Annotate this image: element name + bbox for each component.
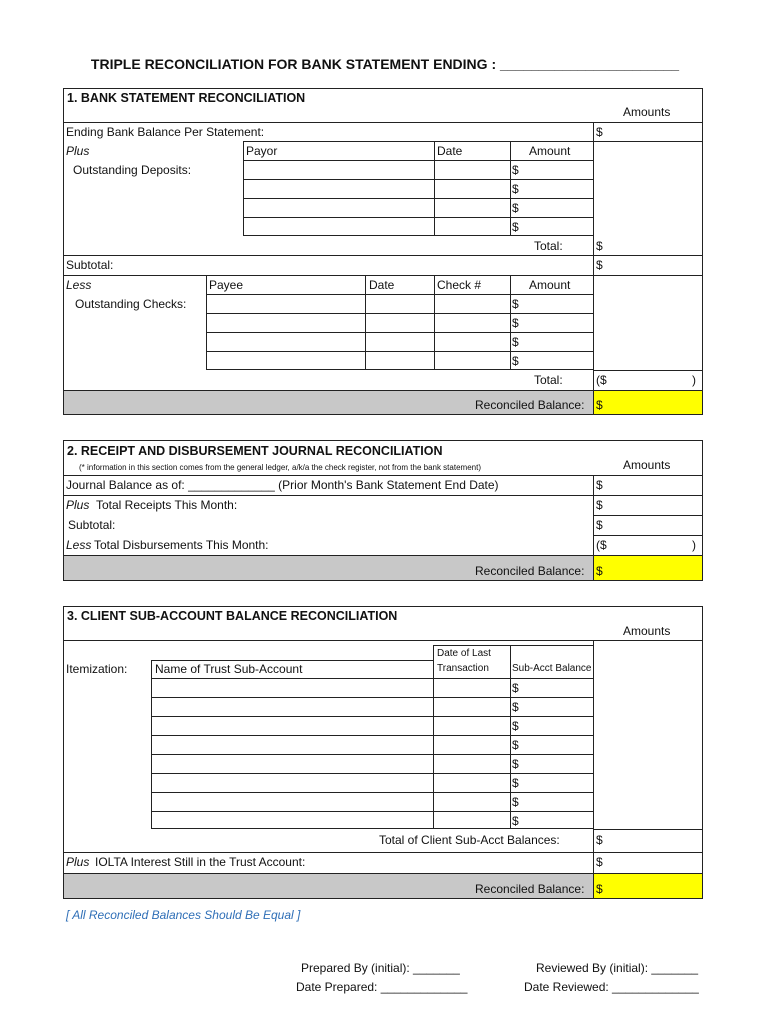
divider	[593, 829, 703, 830]
iolta-label: IOLTA Interest Still in the Trust Account:	[95, 855, 306, 869]
dollar-sign: $	[596, 478, 603, 492]
dollar-sign: $	[596, 518, 603, 532]
dollar-sign: $	[596, 398, 603, 412]
section2-title: 2. RECEIPT AND DISBURSEMENT JOURNAL RECONCILIATION	[67, 444, 443, 458]
reconciled-balance-cell[interactable]	[593, 391, 702, 414]
amounts-header: Amounts	[623, 624, 671, 638]
subaccount-balance-field[interactable]: $	[512, 700, 519, 714]
divider	[243, 217, 594, 218]
amounts-header: Amounts	[623, 105, 671, 119]
divider	[63, 640, 703, 641]
divider	[593, 535, 703, 536]
divider	[434, 141, 435, 236]
checks-total-label: Total:	[534, 373, 563, 387]
date-last-header-2: Transaction	[437, 663, 489, 674]
ending-balance-label: Ending Bank Balance Per Statement:	[66, 125, 265, 139]
subaccount-balance-field[interactable]: $	[512, 814, 519, 828]
divider	[206, 332, 594, 333]
total-receipts-label: Total Receipts This Month:	[96, 498, 238, 512]
amount-header: Amount	[529, 144, 571, 158]
outstanding-checks-label: Outstanding Checks:	[75, 297, 187, 311]
divider	[434, 275, 435, 370]
name-header: Name of Trust Sub-Account	[155, 662, 303, 676]
dollar-sign: $	[596, 498, 603, 512]
total-disbursements-label: Total Disbursements This Month:	[94, 538, 269, 552]
deposit-amount-field[interactable]: $	[512, 220, 519, 234]
reconciled-balance-label: Reconciled Balance:	[475, 882, 585, 896]
deposit-amount-field[interactable]: $	[512, 201, 519, 215]
paren-close: )	[692, 538, 696, 552]
subtotal-label: Subtotal:	[68, 518, 116, 532]
subaccount-balance-field[interactable]: $	[512, 795, 519, 809]
divider	[63, 122, 703, 123]
subaccount-balance-field[interactable]: $	[512, 738, 519, 752]
subaccount-balance-field[interactable]: $	[512, 757, 519, 771]
plus-label: Plus	[66, 144, 90, 158]
reconciled-balance-cell[interactable]	[593, 556, 702, 580]
check-amount-field[interactable]: $	[512, 316, 519, 330]
prepared-by-field[interactable]: Prepared By (initial): _______	[301, 961, 460, 975]
divider	[243, 198, 594, 199]
reconciled-balance-label: Reconciled Balance:	[475, 398, 585, 412]
divider	[243, 179, 594, 180]
divider	[593, 370, 703, 371]
paren-close: )	[692, 373, 696, 387]
divider	[151, 811, 594, 812]
divider	[151, 773, 594, 774]
divider	[151, 735, 594, 736]
less-label: Less	[66, 278, 92, 292]
paren-open: ($	[596, 538, 607, 552]
section3-title: 3. CLIENT SUB-ACCOUNT BALANCE RECONCILIATION	[67, 609, 398, 623]
check-amount-header: Amount	[529, 278, 571, 292]
subtotal-label: Subtotal:	[66, 258, 114, 272]
deposit-amount-field[interactable]: $	[512, 163, 519, 177]
reconciled-balance-label: Reconciled Balance:	[475, 564, 585, 578]
dollar-sign: $	[596, 125, 603, 139]
balance-header: Sub-Acct Balance	[512, 663, 592, 674]
outstanding-deposits-label: Outstanding Deposits:	[73, 163, 192, 177]
divider	[206, 351, 594, 352]
journal-balance-label: Journal Balance as of: _____________ (Prior Month's Bank Statement End Date)	[66, 478, 499, 492]
divider	[151, 716, 594, 717]
divider	[593, 141, 703, 142]
check-amount-field[interactable]: $	[512, 335, 519, 349]
dollar-sign: $	[596, 855, 603, 869]
subaccount-balance-field[interactable]: $	[512, 681, 519, 695]
divider	[206, 294, 594, 295]
divider	[510, 275, 511, 370]
amounts-header: Amounts	[623, 458, 671, 472]
divider	[151, 754, 594, 755]
dollar-sign: $	[596, 239, 603, 253]
divider	[63, 495, 703, 496]
date-prepared-field[interactable]: Date Prepared: _____________	[296, 980, 468, 994]
itemization-label: Itemization:	[66, 662, 128, 676]
deposits-total-label: Total:	[534, 239, 563, 253]
check-amount-field[interactable]: $	[512, 297, 519, 311]
subaccount-balance-field[interactable]: $	[512, 719, 519, 733]
divider	[510, 141, 511, 236]
deposit-amount-field[interactable]: $	[512, 182, 519, 196]
plus-label: Plus	[66, 855, 90, 869]
dollar-sign: $	[596, 833, 603, 847]
dollar-sign: $	[596, 882, 603, 896]
equal-balances-note: [ All Reconciled Balances Should Be Equal ]	[66, 908, 301, 922]
subaccount-balance-field[interactable]: $	[512, 776, 519, 790]
payee-header: Payee	[209, 278, 244, 292]
date-last-header-1: Date of Last	[437, 648, 491, 659]
section2-note: (* information in this section comes from the general ledger, a/k/a the check register, not from the bank statement)	[79, 463, 481, 472]
divider	[593, 515, 703, 516]
divider	[63, 475, 703, 476]
dollar-sign: $	[596, 258, 603, 272]
dollar-sign: $	[596, 564, 603, 578]
reconciled-balance-cell[interactable]	[593, 874, 702, 898]
divider	[243, 160, 594, 161]
divider	[63, 852, 703, 853]
check-number-header: Check #	[437, 278, 482, 292]
total-balances-label: Total of Client Sub-Acct Balances:	[379, 833, 560, 847]
section1-title: 1. BANK STATEMENT RECONCILIATION	[67, 91, 306, 105]
divider	[365, 275, 366, 370]
paren-open: ($	[596, 373, 607, 387]
divider	[206, 313, 594, 314]
date-header: Date	[437, 144, 463, 158]
plus-label: Plus	[66, 498, 90, 512]
check-date-header: Date	[369, 278, 395, 292]
page-title: TRIPLE RECONCILIATION FOR BANK STATEMENT ENDING : _______________________	[90, 56, 680, 72]
check-amount-field[interactable]: $	[512, 354, 519, 368]
reviewed-by-field[interactable]: Reviewed By (initial): _______	[536, 961, 699, 975]
divider	[63, 255, 703, 256]
less-label: Less	[66, 538, 92, 552]
divider	[151, 697, 594, 698]
divider	[510, 645, 511, 829]
date-reviewed-field[interactable]: Date Reviewed: _____________	[524, 980, 699, 994]
payor-header: Payor	[246, 144, 278, 158]
divider	[151, 792, 594, 793]
